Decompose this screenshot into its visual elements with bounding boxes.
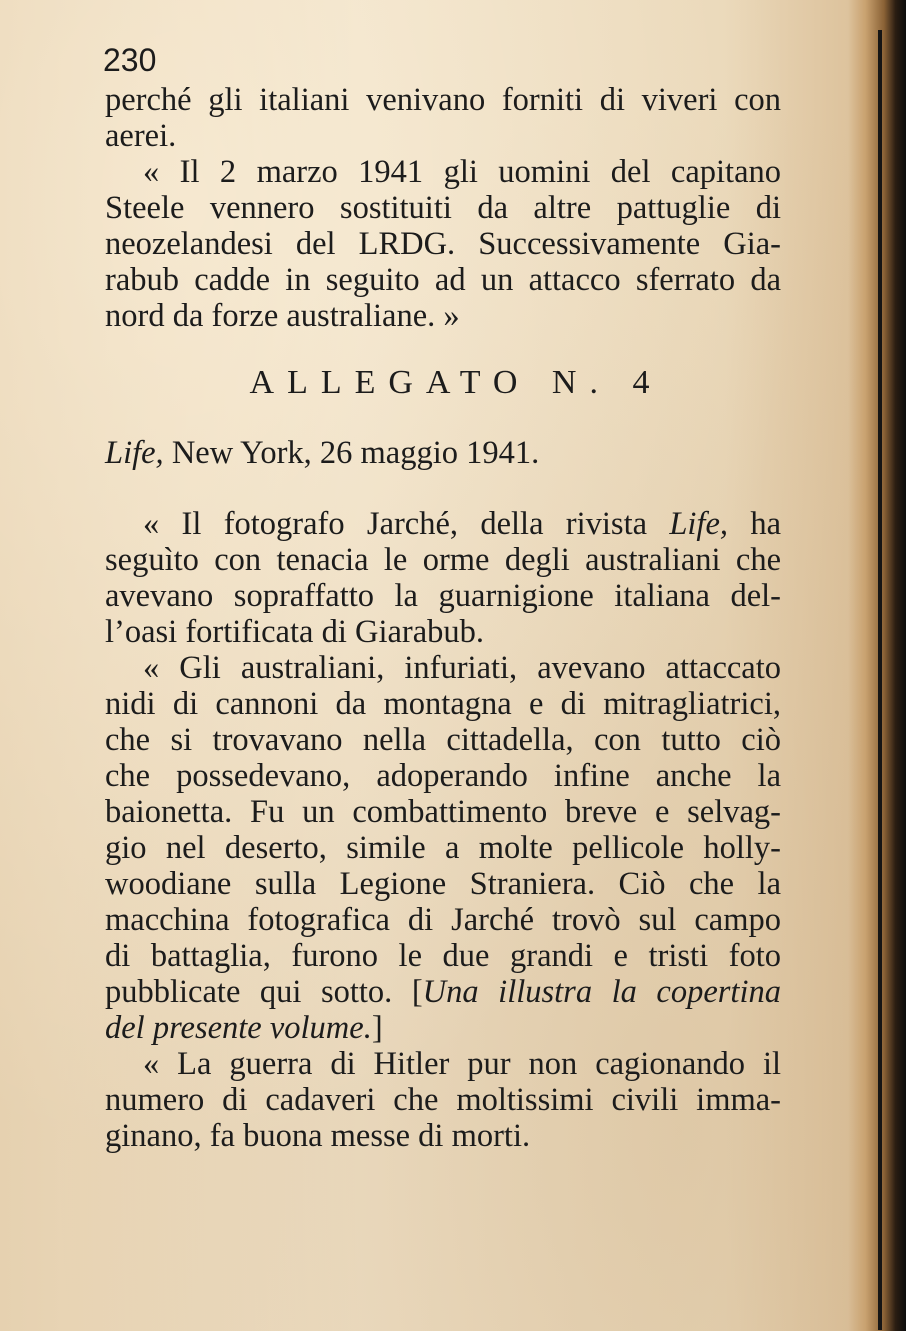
text-line: l’oasi fortificata di Giarabub. [105,614,485,650]
text-line: macchina fotografica di Jarché trovò sul campo [105,902,781,938]
magazine-title: Life, [669,506,729,542]
text-line: « La guerra di Hitler pur non cagionando il [143,1046,781,1082]
text-line: gio nel deserto, simile a molte pellicole holly- [105,830,781,866]
text-line: baionetta. Fu un combattimento breve e selvag- [105,794,781,830]
text-line: perché gli italiani venivano forniti di viveri con [105,82,781,118]
text-line [105,506,781,542]
text-line: neozelandesi del LRDG. Successivamente Gia- [105,226,781,262]
text-line: nord da forze australiane. » [105,298,460,334]
source-line [105,435,781,471]
text-line: ginano, fa buona messe di morti. [105,1118,531,1154]
text-line: che si trovavano nella cittadella, con tutto ciò [105,722,781,758]
text-line: « Gli australiani, infuriati, avevano attaccato [143,650,781,686]
source-details: New York, 26 maggio 1941. [163,435,540,471]
text-line [105,1010,781,1046]
text-line: seguìto con tenacia le orme degli australiani che [105,542,781,578]
text-line [105,974,781,1010]
text-line: woodiane sulla Legione Straniera. Ciò che la [105,866,781,902]
text-fragment: ha [728,506,781,542]
italic-note: del presente volume. [105,1010,372,1046]
text-line: che possedevano, adoperando infine anche la [105,758,781,794]
text-line: Steele vennero sostituiti da altre pattuglie di [105,190,781,226]
text-line: rabub cadde in seguito ad un attacco sferrato da [105,262,781,298]
text-line: « Il 2 marzo 1941 gli uomini del capitano [143,154,781,190]
source-title: Life, [105,435,164,471]
text-line: nidi di cannoni da montagna e di mitragliatrici, [105,686,781,722]
text-fragment: « Il fotografo Jarché, della rivista [143,506,670,542]
italic-note: Una illustra la copertina [422,974,781,1010]
text-line: aerei. [105,118,177,154]
page-number: 230 [103,42,157,78]
text-fragment: ] [371,1010,383,1046]
text-line: numero di cadaveri che moltissimi civili imma- [105,1082,781,1118]
binding-edge-line [878,30,882,1330]
section-heading: ALLEGATO N. 4 [249,364,663,401]
text-fragment: pubblicate qui sotto. [ [105,974,423,1010]
text-line: avevano sopraffatto la guarnigione italiana del- [105,578,781,614]
page-edge-shadow [848,0,906,1331]
text-line: di battaglia, furono le due grandi e tristi foto [105,938,781,974]
